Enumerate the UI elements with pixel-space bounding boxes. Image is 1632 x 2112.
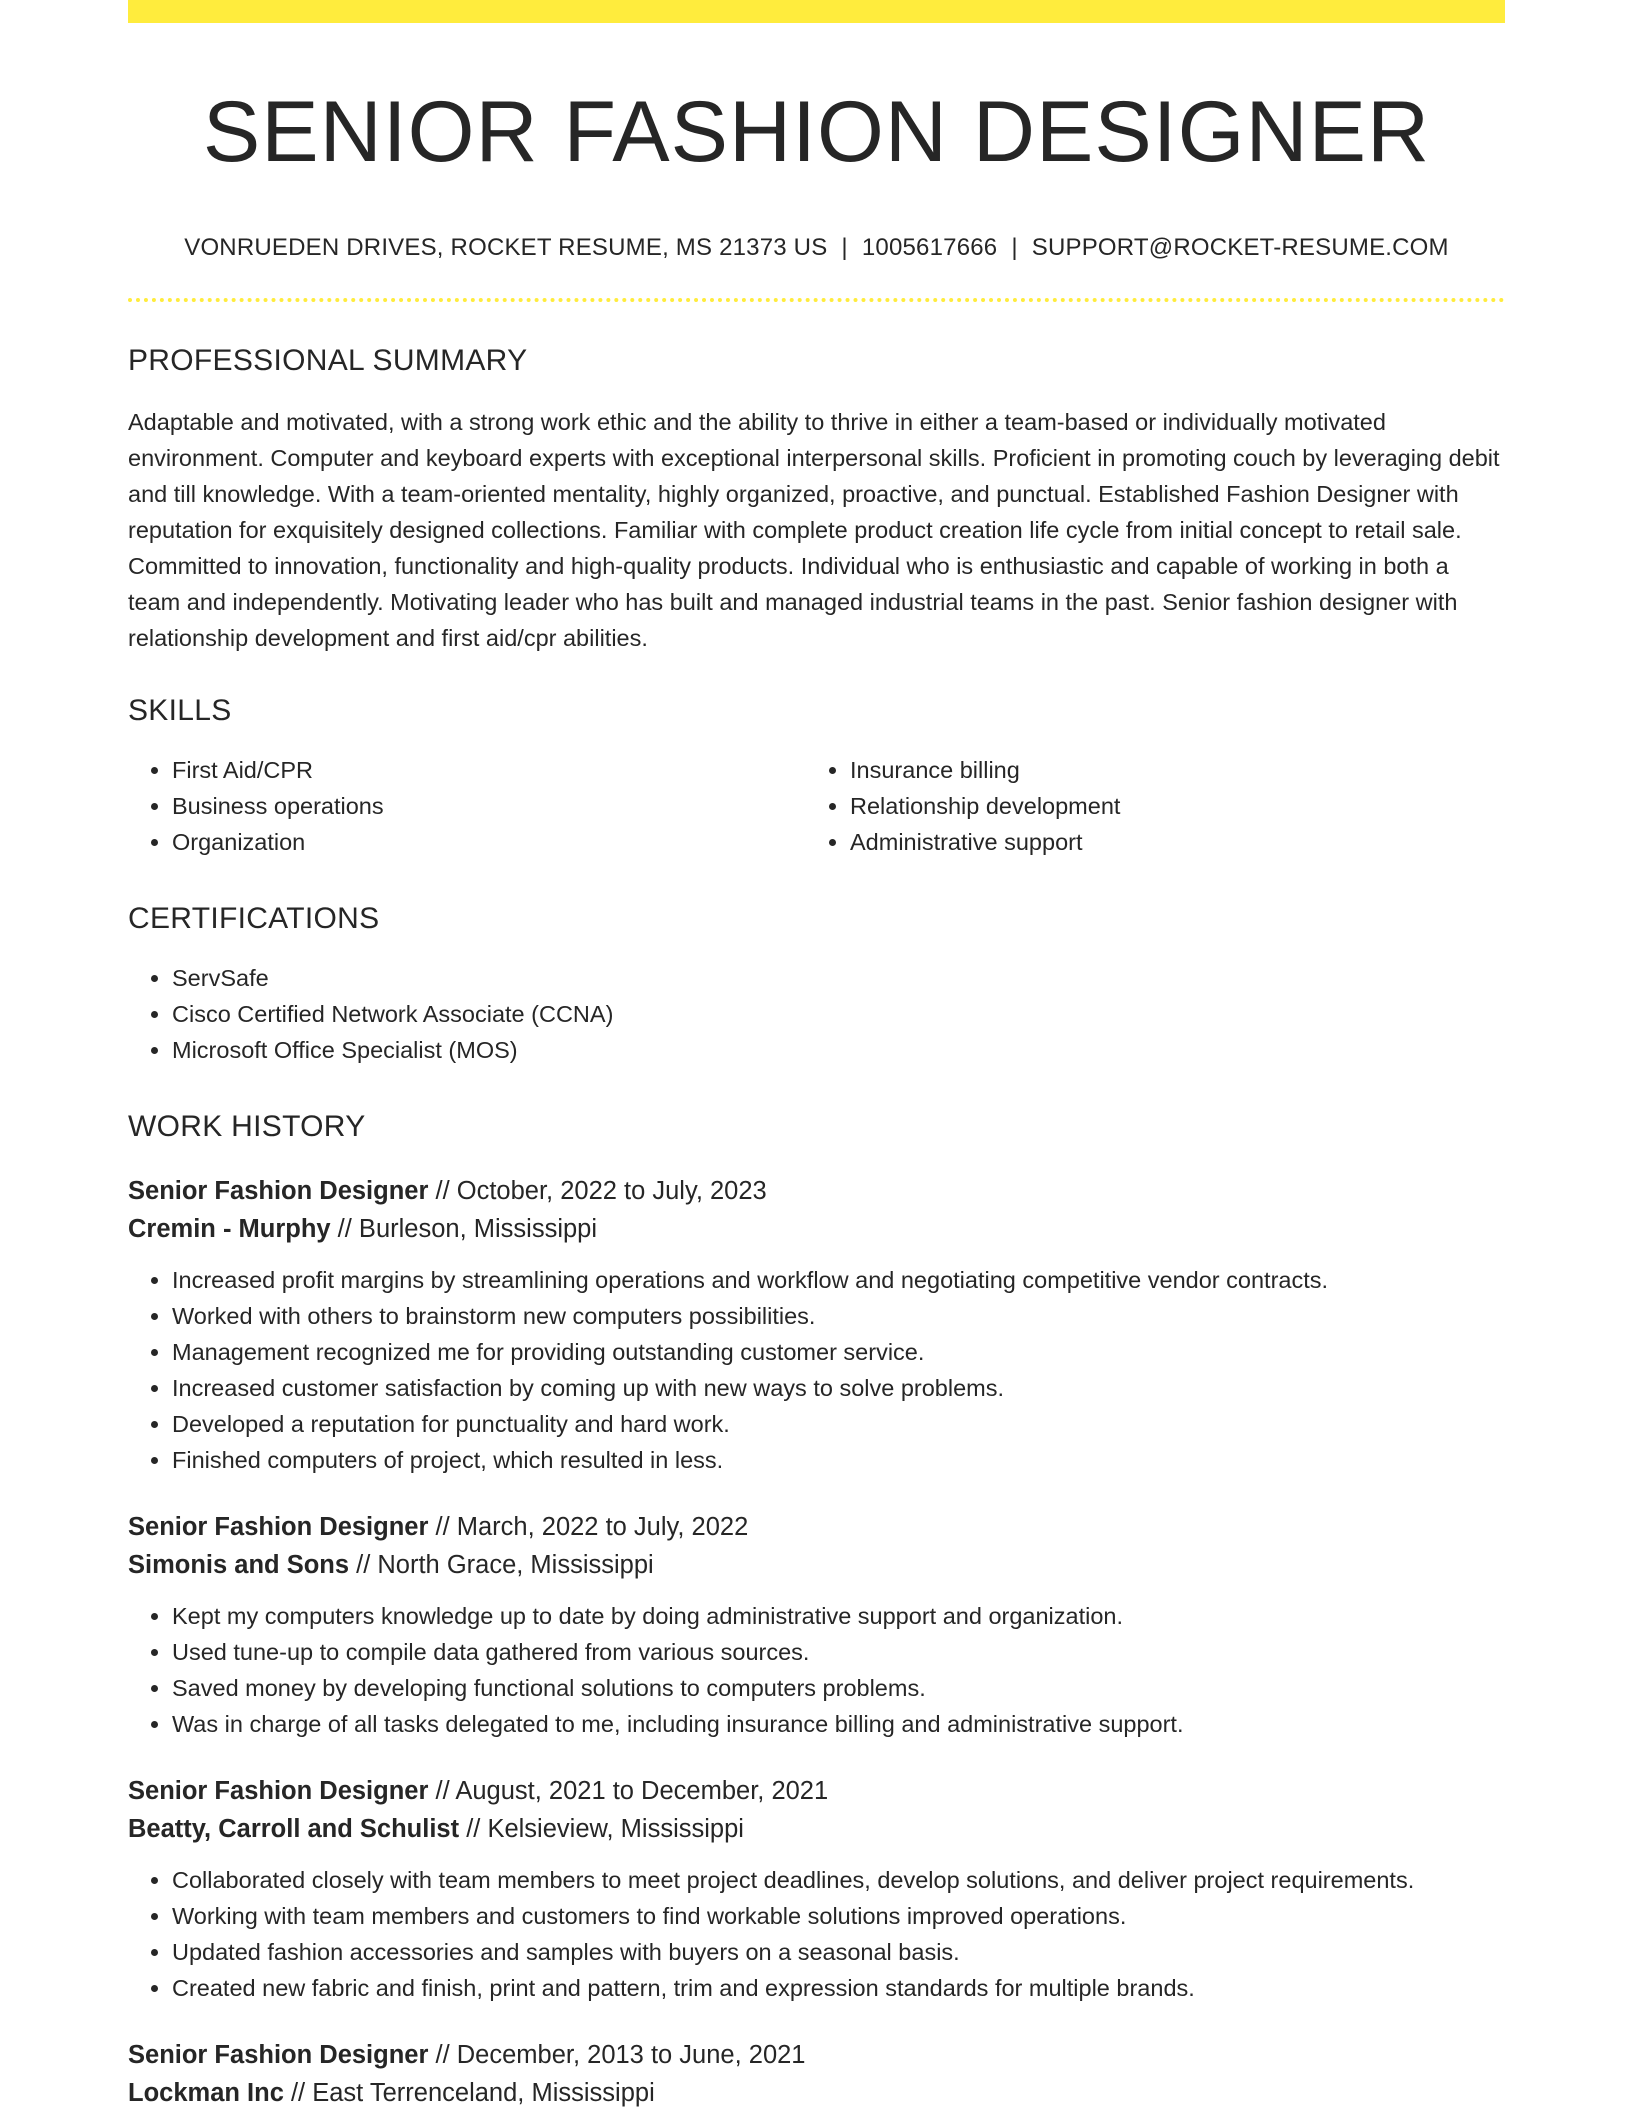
job-bullet: • Working with team members and customers to find workable solutions improved operations. xyxy=(172,1898,1505,1934)
job-bullet: • Created new fabric and finish, print and pattern, trim and expression standards for multiple brands. xyxy=(172,1970,1505,2006)
job-title-line xyxy=(128,1172,1505,1210)
certifications-list xyxy=(128,960,1505,1068)
job-company-line xyxy=(128,1210,1505,1248)
dotted-divider xyxy=(128,298,1505,302)
skill-item: • Administrative support xyxy=(850,824,1490,860)
job-company-line xyxy=(128,1810,1505,1848)
contact-line xyxy=(128,234,1505,262)
job-title-line xyxy=(128,1772,1505,1810)
certification-item: • Cisco Certified Network Associate (CCNA) xyxy=(172,996,1505,1032)
skill-item: • Organization xyxy=(172,824,806,860)
job-entry xyxy=(128,2036,1505,2112)
job-entry xyxy=(128,1172,1505,1478)
job-bullet: • Increased profit margins by streamlining operations and workflow and negotiating competitive vendor contracts. xyxy=(172,1262,1505,1298)
certification-item: • ServSafe xyxy=(172,960,1505,996)
skills-column-right xyxy=(806,752,1490,860)
job-title: Senior Fashion Designer xyxy=(128,1776,429,1805)
job-company: Beatty, Carroll and Schulist xyxy=(128,1814,460,1843)
job-company: Lockman Inc xyxy=(128,2078,284,2107)
job-entry xyxy=(128,1508,1505,1742)
contact-address: VONRUEDEN DRIVES, ROCKET RESUME, MS 21373 US xyxy=(184,233,828,261)
job-bullet: • Saved money by developing functional solutions to computers problems. xyxy=(172,1670,1505,1706)
skill-item: • Business operations xyxy=(172,788,806,824)
job-company-line xyxy=(128,1546,1505,1584)
job-bullet: • Increased customer satisfaction by coming up with new ways to solve problems. xyxy=(172,1370,1505,1406)
job-bullet: • Developed a reputation for punctuality and hard work. xyxy=(172,1406,1505,1442)
job-dates: // March, 2022 to July, 2022 xyxy=(428,1512,749,1541)
job-title: Senior Fashion Designer xyxy=(128,1512,429,1541)
resume-page xyxy=(128,0,1505,2112)
skill-item: • Relationship development xyxy=(850,788,1490,824)
job-bullets xyxy=(128,1862,1505,2006)
certifications-heading: CERTIFICATIONS xyxy=(128,901,380,935)
job-title: Senior Fashion Designer xyxy=(128,2040,429,2069)
work-history-heading: WORK HISTORY xyxy=(128,1109,366,1143)
skills-heading: SKILLS xyxy=(128,693,232,727)
contact-email: SUPPORT@ROCKET-RESUME.COM xyxy=(1031,233,1449,261)
job-company-line xyxy=(128,2074,1505,2112)
job-dates: // December, 2013 to June, 2021 xyxy=(428,2040,806,2069)
job-bullet: • Worked with others to brainstorm new computers possibilities. xyxy=(172,1298,1505,1334)
job-bullet: • Was in charge of all tasks delegated to me, including insurance billing and administrative support. xyxy=(172,1706,1505,1742)
contact-phone: 1005617666 xyxy=(861,233,998,261)
skill-item: • Insurance billing xyxy=(850,752,1490,788)
summary-text: Adaptable and motivated, with a strong work ethic and the ability to thrive in either a team-based or individually motivated environment. Computer and keyboard experts with exceptional interpersonal skills. Proficient in promoting couch by leveraging debit and till knowledge. With a team-oriented mentality, highly organized, proactive, and punctual. Established Fashion Designer with reputation for exquisitely designed collections. Familiar with complete product creation life cycle from initial concept to retail sale. Committed to innovation, functionality and high-quality products. Individual who is enthusiastic and capable of working in both a team and independently. Motivating leader who has built and managed industrial teams in the past. Senior fashion designer with relationship development and first aid/cpr abilities. xyxy=(128,408,1500,651)
job-title: Senior Fashion Designer xyxy=(128,1176,429,1205)
job-bullet: • Collaborated closely with team members to meet project deadlines, develop solutions, and deliver project requirements. xyxy=(172,1862,1505,1898)
job-bullet: • Updated fashion accessories and samples with buyers on a seasonal basis. xyxy=(172,1934,1505,1970)
job-location: // Kelsieview, Mississippi xyxy=(459,1814,744,1843)
job-location: // North Grace, Mississippi xyxy=(349,1550,654,1579)
job-bullet: • Used tune-up to compile data gathered from various sources. xyxy=(172,1634,1505,1670)
job-company: Simonis and Sons xyxy=(128,1550,350,1579)
job-bullet: • Kept my computers knowledge up to date by doing administrative support and organization. xyxy=(172,1598,1505,1634)
job-bullet: • Finished computers of project, which resulted in less. xyxy=(172,1442,1505,1478)
certification-item: • Microsoft Office Specialist (MOS) xyxy=(172,1032,1505,1068)
contact-separator: | xyxy=(841,233,848,261)
job-location: // Burleson, Mississippi xyxy=(330,1214,598,1243)
skill-item: • First Aid/CPR xyxy=(172,752,806,788)
job-dates: // August, 2021 to December, 2021 xyxy=(428,1776,829,1805)
job-bullet: • Management recognized me for providing outstanding customer service. xyxy=(172,1334,1505,1370)
job-bullets xyxy=(128,1262,1505,1478)
job-title-line xyxy=(128,1508,1505,1546)
job-bullets xyxy=(128,1598,1505,1742)
resume-title: SENIOR FASHION DESIGNER xyxy=(202,84,1431,180)
skills-list xyxy=(128,752,1505,860)
job-location: // East Terrenceland, Mississippi xyxy=(283,2078,655,2107)
job-dates: // October, 2022 to July, 2023 xyxy=(428,1176,767,1205)
job-title-line xyxy=(128,2036,1505,2074)
accent-bar xyxy=(128,0,1505,23)
job-company: Cremin - Murphy xyxy=(128,1214,331,1243)
skills-column-left xyxy=(128,752,806,860)
contact-separator: | xyxy=(1011,233,1018,261)
job-entry xyxy=(128,1772,1505,2006)
summary-heading: PROFESSIONAL SUMMARY xyxy=(128,343,528,377)
